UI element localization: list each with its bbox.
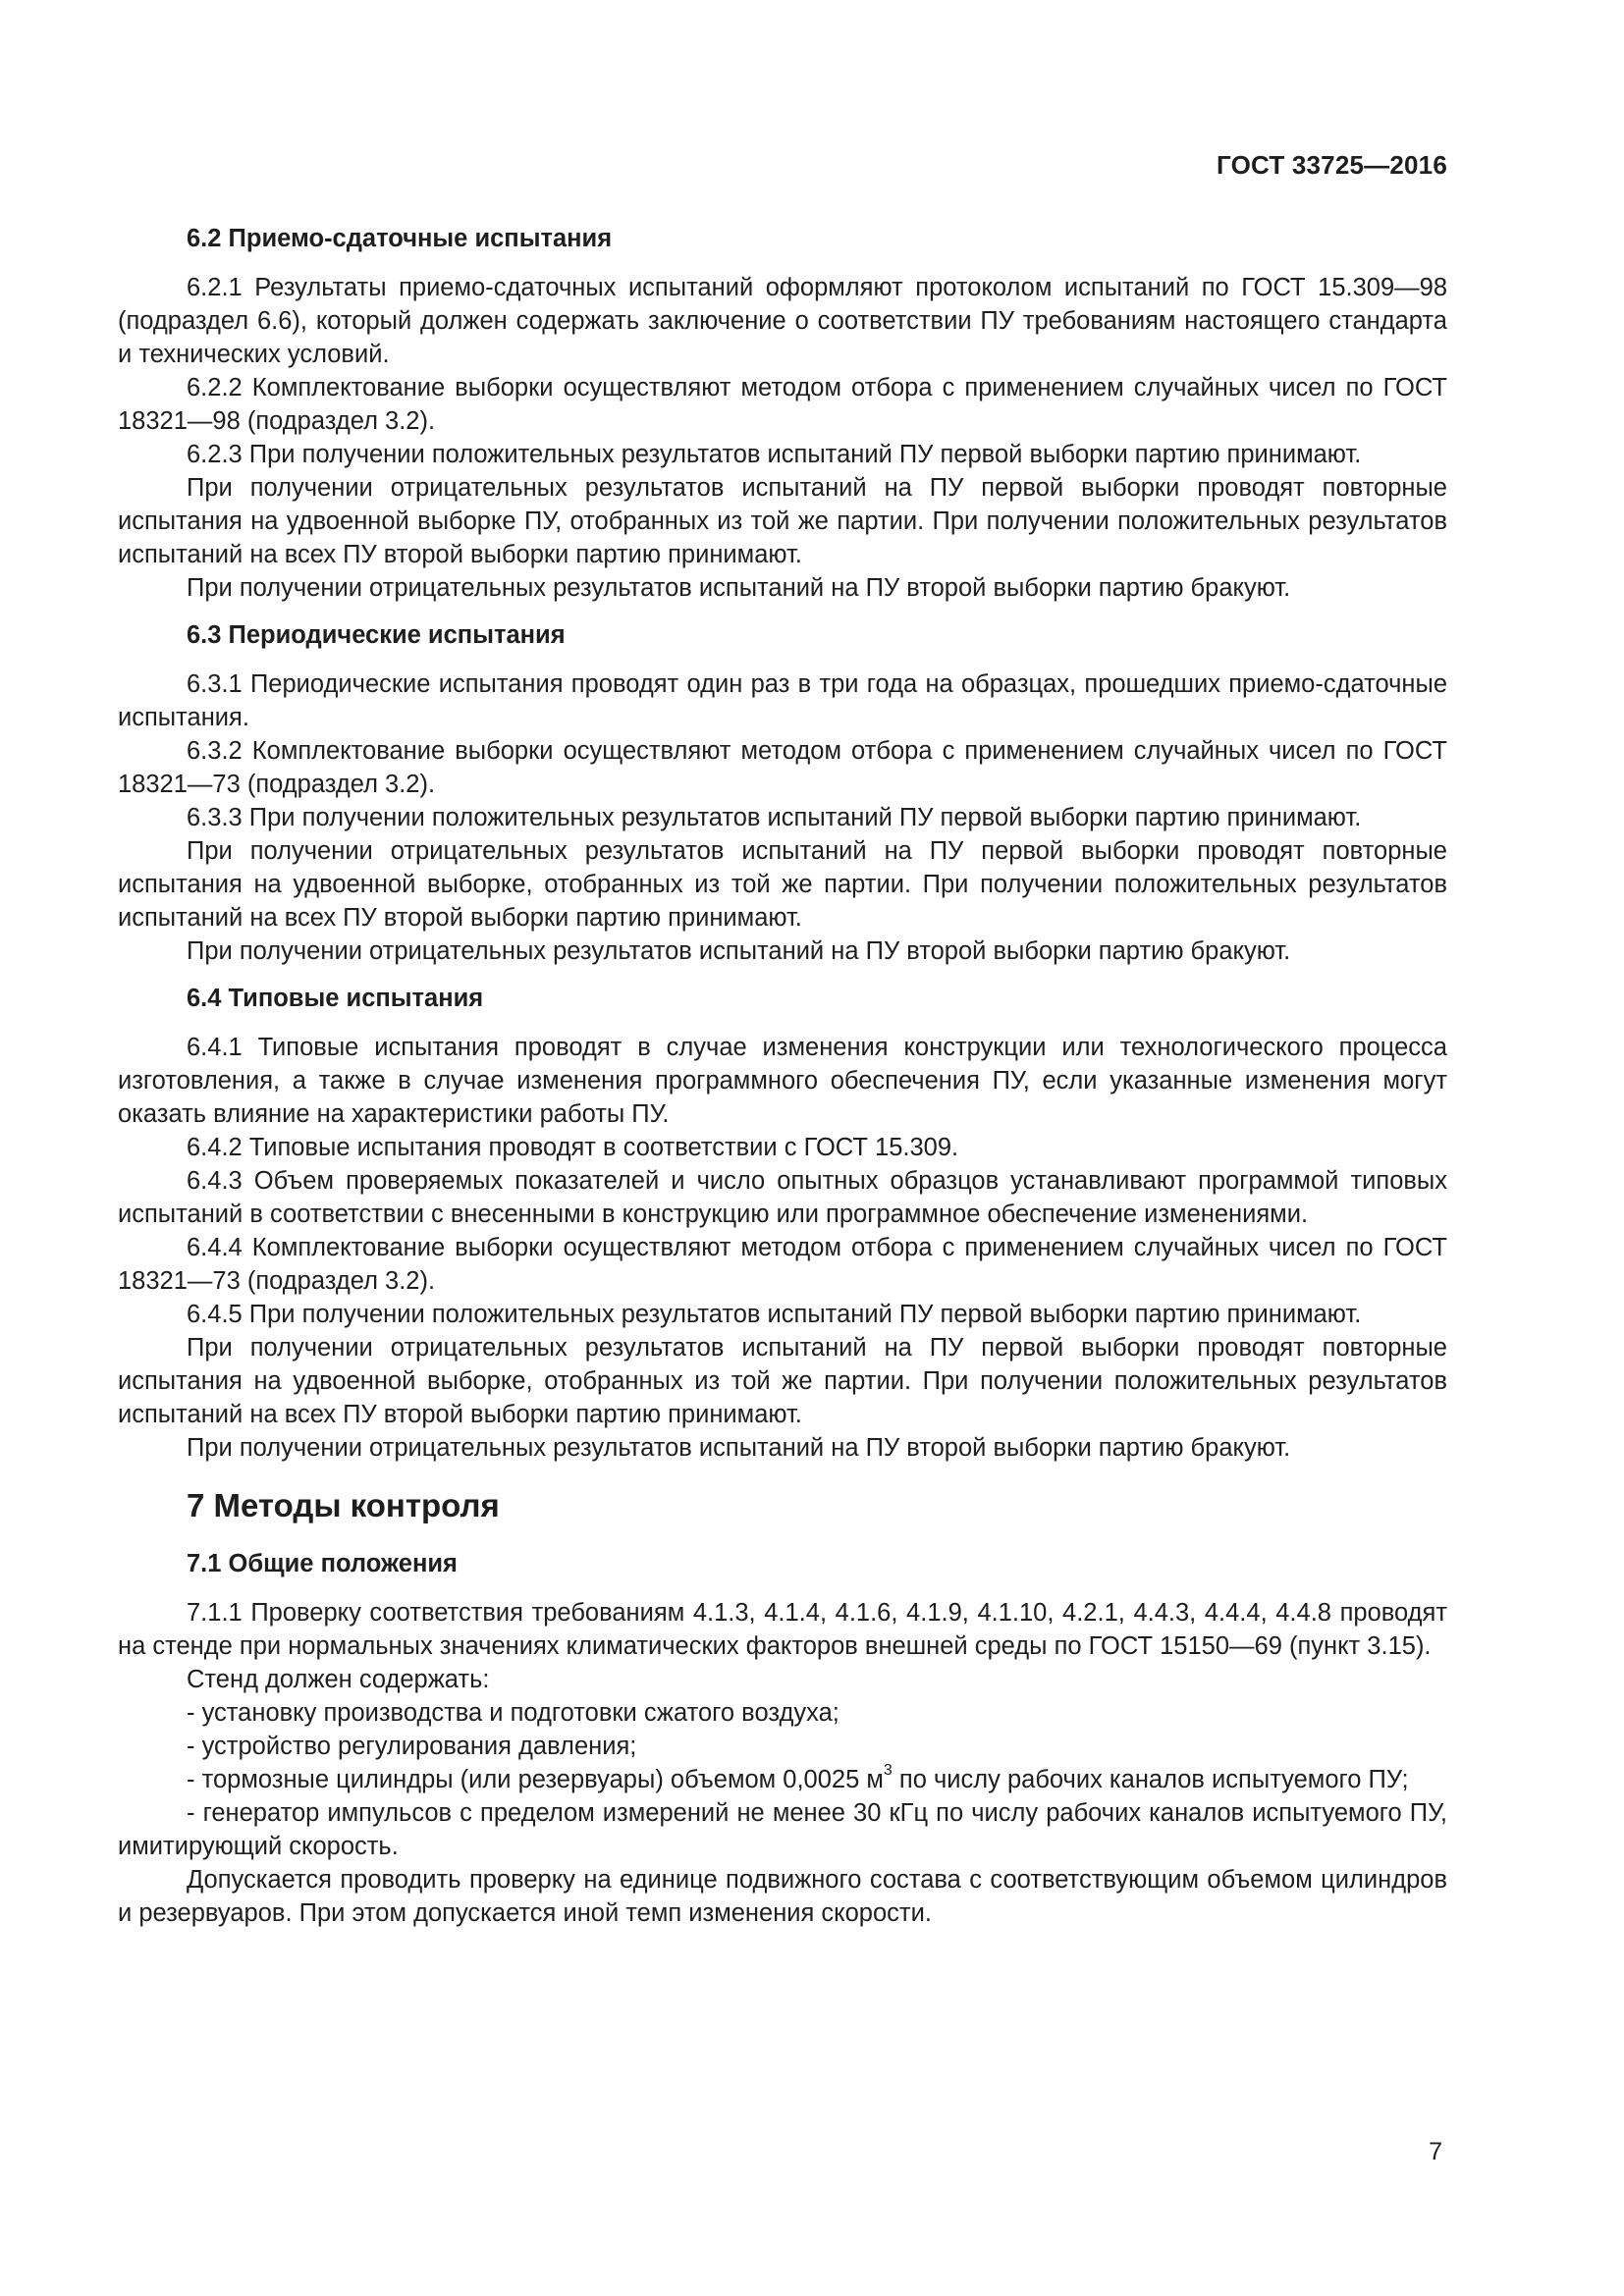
section-heading-7-1: 7.1 Общие положения	[187, 1550, 458, 1577]
paragraph: 6.3.1 Периодические испытания проводят один раз в три года на образцах, прошедших приемо-сдаточные испытания.	[118, 670, 1447, 731]
list-item-text: - тормозные цилиндры (или резервуары) объемом 0,0025 м	[187, 1766, 884, 1793]
document-header: ГОСТ 33725—2016	[1217, 150, 1447, 180]
paragraph: Стенд должен содержать:	[187, 1666, 490, 1693]
paragraph: 6.2.2 Комплектование выборки осуществляют методом отбора с применением случайных чисел по ГОСТ 18321—98 (подраздел 3.2).	[118, 374, 1447, 435]
page-number: 7	[1429, 2138, 1442, 2165]
list-item: - генератор импульсов с пределом измерений не менее 30 кГц по числу рабочих каналов испытуемого ПУ, имитирующий скорость.	[118, 1799, 1447, 1860]
paragraph: 6.4.2 Типовые испытания проводят в соответствии с ГОСТ 15.309.	[187, 1134, 959, 1161]
chapter-heading-7: 7 Методы контроля	[187, 1487, 500, 1523]
list-item: - устройство регулирования давления;	[187, 1733, 637, 1760]
paragraph: При получении отрицательных результатов испытаний на ПУ первой выборки проводят повторные испытания на удвоенной выборке, отобранных из той же партии. При получении положительных результатов испытаний на всех ПУ второй выборки партию принимают.	[118, 1334, 1447, 1428]
paragraph: 6.2.1 Результаты приемо-сдаточных испытаний оформляют протоколом испытаний по ГОСТ 15.309—98 (подраздел 6.6), который должен содержать заключение о соответствии ПУ требованиям настоящего стандарта и технических условий.	[118, 274, 1447, 368]
section-heading-6-2: 6.2 Приемо-сдаточные испытания	[187, 225, 613, 252]
document-body	[118, 222, 1447, 1930]
paragraph: При получении отрицательных результатов испытаний на ПУ первой выборки проводят повторные испытания на удвоенной выборке, отобранных из той же партии. При получении положительных результатов испытаний на всех ПУ второй выборки партию принимают.	[118, 837, 1447, 932]
list-item: - установку производства и подготовки сжатого воздуха;	[187, 1699, 839, 1727]
paragraph: 6.4.3 Объем проверяемых показателей и число опытных образцов устанавливают программой типовых испытаний в соответствии с внесенными в конструкцию или программное обеспечение изменениями.	[118, 1167, 1447, 1228]
paragraph: При получении отрицательных результатов испытаний на ПУ второй выборки партию бракуют.	[187, 937, 1291, 965]
paragraph: 6.4.1 Типовые испытания проводят в случае изменения конструкции или технологического процесса изготовления, а также в случае изменения программного обеспечения ПУ, если указанные изменения могут оказать влияние на характеристики работы ПУ.	[118, 1034, 1447, 1128]
list-item	[118, 1763, 1447, 1796]
section-heading-6-4: 6.4 Типовые испытания	[187, 985, 484, 1012]
paragraph: 7.1.1 Проверку соответствия требованиям 4.1.3, 4.1.4, 4.1.6, 4.1.9, 4.1.10, 4.2.1, 4.4.3, 4.4.4, 4.4.8 проводят на стенде при нормальных значениях климатических факторов внешней среды по ГОСТ 15150—69 (пункт 3.15).	[118, 1599, 1447, 1660]
paragraph: 6.4.5 При получении положительных результатов испытаний ПУ первой выборки партию принимают.	[187, 1301, 1362, 1328]
paragraph: 6.3.3 При получении положительных результатов испытаний ПУ первой выборки партию принимают.	[187, 804, 1362, 831]
section-heading-6-3: 6.3 Периодические испытания	[187, 621, 566, 649]
paragraph: При получении отрицательных результатов испытаний на ПУ первой выборки проводят повторные испытания на удвоенной выборке ПУ, отобранных из той же партии. При получении положительных результатов испытаний на всех ПУ второй выборки партию принимают.	[118, 474, 1447, 568]
paragraph: При получении отрицательных результатов испытаний на ПУ второй выборки партию бракуют.	[187, 1434, 1291, 1462]
paragraph: При получении отрицательных результатов испытаний на ПУ второй выборки партию бракуют.	[187, 574, 1291, 602]
paragraph: Допускается проводить проверку на единице подвижного состава с соответствующим объемом цилиндров и резервуаров. При этом допускается иной темп изменения скорости.	[118, 1866, 1447, 1927]
paragraph: 6.2.3 При получении положительных результатов испытаний ПУ первой выборки партию принимают.	[187, 441, 1362, 468]
list-item-text: по числу рабочих каналов испытуемого ПУ;	[892, 1766, 1409, 1793]
paragraph: 6.4.4 Комплектование выборки осуществляют методом отбора с применением случайных чисел по ГОСТ 18321—73 (подраздел 3.2).	[118, 1234, 1447, 1295]
paragraph: 6.3.2 Комплектование выборки осуществляют методом отбора с применением случайных чисел по ГОСТ 18321—73 (подраздел 3.2).	[118, 737, 1447, 798]
superscript: 3	[883, 1762, 893, 1779]
